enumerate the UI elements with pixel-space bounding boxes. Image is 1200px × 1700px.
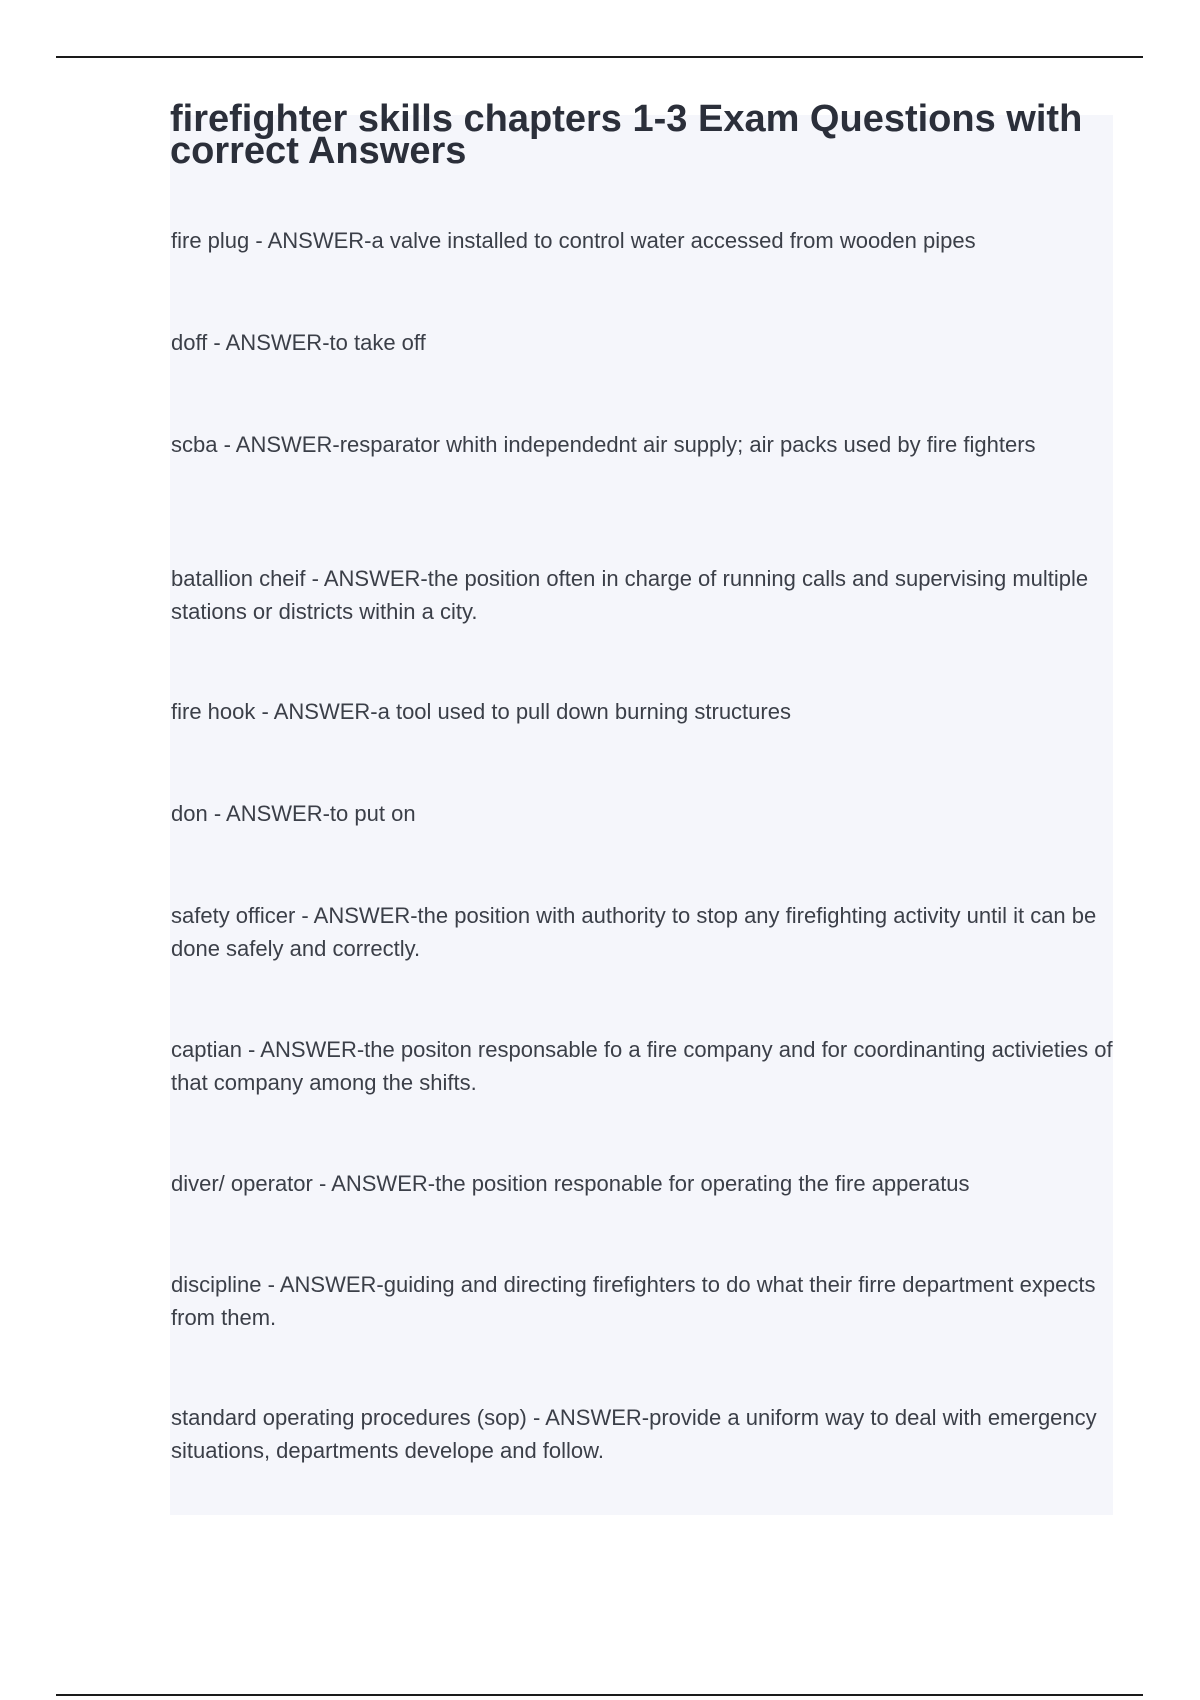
qa-item: captian - ANSWER-the positon responsable fo a fire company and for coordinanting activieties of that company among the shifts.	[171, 1037, 1113, 1095]
bottom-rule	[56, 1694, 1143, 1696]
qa-item: doff - ANSWER-to take off	[171, 330, 426, 355]
qa-item: safety officer - ANSWER-the position with authority to stop any firefighting activity until it can be done safely and correctly.	[171, 903, 1097, 961]
qa-item: fire plug - ANSWER-a valve installed to control water accessed from wooden pipes	[171, 228, 976, 253]
qa-item: discipline - ANSWER-guiding and directing firefighters to do what their firre department expects from them.	[171, 1272, 1096, 1330]
qa-item: fire hook - ANSWER-a tool used to pull down burning structures	[171, 699, 791, 724]
qa-item: don - ANSWER-to put on	[171, 801, 416, 826]
top-rule	[56, 56, 1143, 58]
qa-item: diver/ operator - ANSWER-the position responable for operating the fire apperatus	[171, 1171, 970, 1196]
document-title: firefighter skills chapters 1-3 Exam Questions with correct Answers	[170, 98, 1083, 172]
qa-item: batallion cheif - ANSWER-the position often in charge of running calls and supervising multiple stations or districts within a city.	[171, 566, 1089, 624]
qa-item: standard operating procedures (sop) - ANSWER-provide a uniform way to deal with emergency situations, departments develope and follow.	[171, 1405, 1097, 1463]
qa-item: scba - ANSWER-resparator whith independednt air supply; air packs used by fire fighters	[171, 432, 1036, 457]
